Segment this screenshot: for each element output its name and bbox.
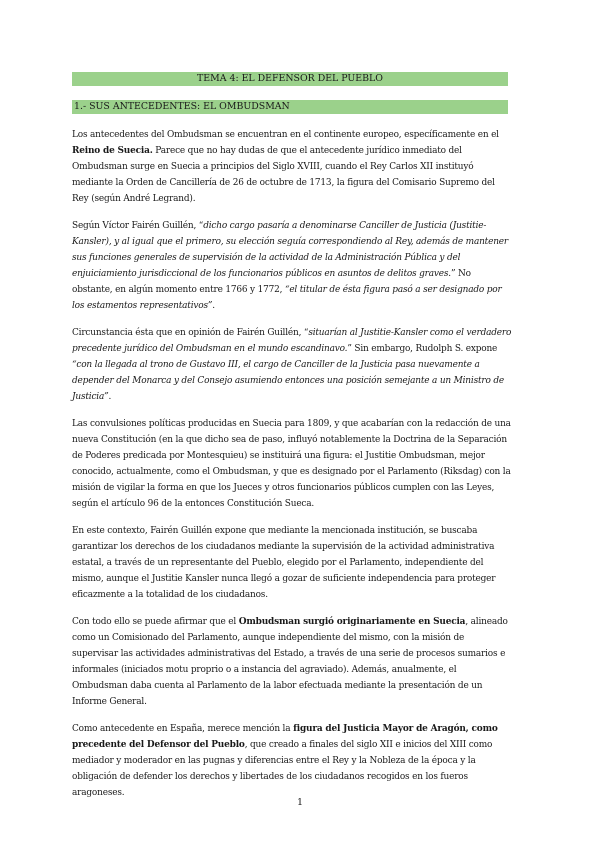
paragraph-text: ” Sin embargo, Rudolph S. expone	[347, 344, 498, 355]
paragraph-text: .	[212, 300, 215, 311]
bold-text: Ombudsman surgió originariamente en Suecia	[238, 617, 466, 628]
quote-text: “el titular de ésta figura pasó a ser designado por los estamentos representativos”	[72, 284, 502, 311]
paragraph-text: Parece que no hay dudas de que el antecedente jurídico inmediato del Ombudsman surge en Suecia a principios del Siglo XVIII, cuando el Rey Carlos XII instituyó mediante la Orden de Cancillería de 26 de octubre de 1713, la figura del Comisario Supremo del Rey (según André Legrand).	[72, 145, 495, 204]
quote-text: “con la llegada al trono de Gustavo III, el cargo de Canciller de la Justicia pasa nuevamente a depender del Monarca y del Consejo asumiendo entonces una posición semejante a un Ministro de Justicia”	[72, 359, 504, 402]
quote-text: dicho cargo pasaría a denominarse Canciller de Justicia (Justitie-Kansler), y al igual que el primero, su elección seguía correspondiendo al Rey, además de mantener sus funciones generales de supervisión de la actividad de la Administración Pública y del enjuiciamiento jurisdiccional de los funcionarios públicos en asuntos de delitos graves.	[72, 221, 508, 279]
paragraph-4: Las convulsiones políticas producidas en Suecia para 1809, y que acabarían con la redacción de una nueva Constitución (en la que dicho sea de paso, influyó notablemente la Doctrina de la Separación de Poderes predicada por Montesquieu) se instituirá una figura: el Justitie Ombudsman, mejor conocido, actualmente, como el Ombudsman, y que es designado por el Parlamento (Riksdag) con la misión de vigilar la forma en que los Jueces y otros funcionarios públicos cumplen con las Leyes, según el artículo 96 de la entonces Constitución Sueca.	[72, 419, 511, 509]
paragraph-text: Circunstancia ésta que en opinión de Fairén Guillén, “	[72, 328, 309, 339]
paragraph-text: Los antecedentes del Ombudsman se encuentran en el continente europeo, específicamente en el	[72, 130, 499, 140]
paragraph-text: , que creado a finales del siglo XII e inicios del XIII como mediador y moderador en las pugnas y diferencias entre el Rey y la Nobleza de la época y la obligación de defender los derechos y libertades de los ciudadanos recogidos en los fueros aragoneses.	[72, 740, 493, 799]
paragraph-3	[72, 326, 512, 406]
paragraph-text: Según Víctor Fairén Guillén, “	[72, 221, 204, 232]
quote-text: situarían al Justitie-Kansler como el verdadero precedente jurídico del Ombudsman en el mundo escandinavo.	[72, 328, 512, 355]
document-title: TEMA 4: EL DEFENSOR DEL PUEBLO	[72, 72, 508, 86]
paragraph-text: , alineado como un Comisionado del Parlamento, aunque independiente del mismo, con la misión de supervisar las actividades administrativas del Estado, a través de una serie de procesos sumarios e informales (iniciados motu proprio o a instancia del agraviado). Además, anualmente, el Ombudsman daba cuenta al Parlamento de la labor efectuada mediante la presentación de un Informe General.	[72, 617, 508, 707]
page-number: 1	[296, 797, 304, 808]
document-body	[72, 128, 512, 814]
paragraph-2	[72, 219, 512, 314]
bold-text: figura del Justicia Mayor de Aragón, como precedente del Defensor del Pueblo	[72, 724, 498, 751]
paragraph-6	[72, 615, 512, 710]
paragraph-text: Como antecedente en España, merece mención la	[72, 724, 294, 735]
paragraph-1	[72, 128, 512, 208]
paragraph-7	[72, 722, 512, 802]
paragraph-text: Con todo ello se puede afirmar que el	[72, 617, 239, 628]
paragraph-text: ” No obstante, en algún momento entre 1766 y 1772,	[72, 268, 471, 295]
section-heading: 1.- SUS ANTECEDENTES: EL OMBUDSMAN	[72, 100, 508, 114]
paragraph-5: En este contexto, Fairén Guillén expone que mediante la mencionada institución, se buscaba garantizar los derechos de los ciudadanos mediante la supervisión de la actividad administrativa estatal, a través de un representante del Pueblo, elegido por el Parlamento, independiente del mismo, aunque el Justitie Kansler nunca llegó a gozar de suficiente independencia para proteger eficazmente a la totalidad de los ciudadanos.	[72, 526, 496, 600]
bold-text: Reino de Suecia.	[72, 145, 153, 156]
paragraph-text: .	[108, 391, 112, 402]
